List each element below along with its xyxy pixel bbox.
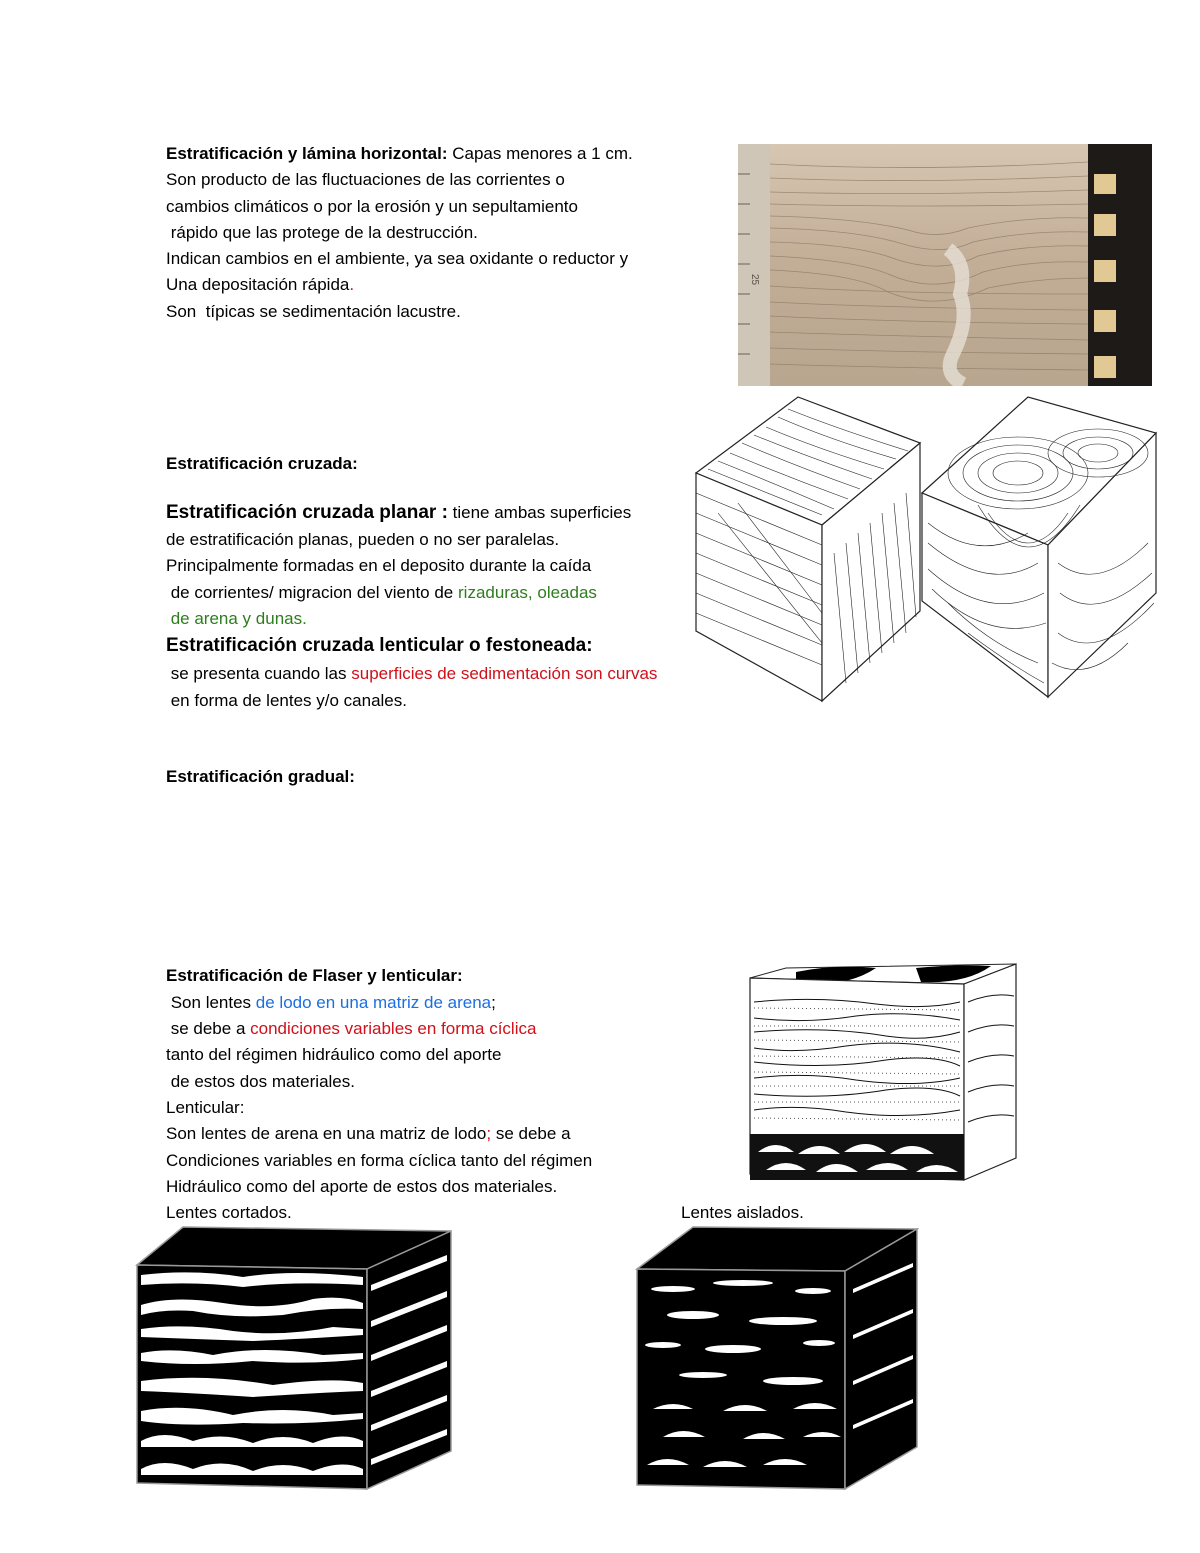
planar-line-1: de estratificación planas, pueden o no ser paralelas. bbox=[166, 530, 560, 549]
horizontal-line-6: Son típicas se sedimentación lacustre. bbox=[166, 302, 461, 321]
flaser-l6-red: ; bbox=[486, 1124, 492, 1143]
flaser-l6-pre: Son lentes de arena en una matriz de lodo bbox=[166, 1124, 487, 1143]
flaser-line-3: tanto del régimen hidráulico como del aporte bbox=[166, 1045, 502, 1064]
flaser-l2-pre: se debe a bbox=[166, 1019, 251, 1038]
flaser-line-5: Lenticular: bbox=[166, 1098, 245, 1117]
planar-heading-line bbox=[166, 500, 631, 526]
flaser-l1-end: ; bbox=[491, 993, 496, 1012]
flaser-line-7: Condiciones variables en forma cíclica tanto del régimen bbox=[166, 1151, 593, 1170]
horizontal-intro: Capas menores a 1 cm. bbox=[447, 144, 633, 163]
cruzada-heading: Estratificación cruzada: bbox=[166, 454, 358, 473]
gradual-heading: Estratificación gradual: bbox=[166, 767, 355, 786]
planar-intro: tiene ambas superficies bbox=[447, 503, 632, 522]
flaser-line-2 bbox=[166, 1016, 536, 1042]
horizontal-line-2: cambios climáticos o por la erosión y un sepultamiento bbox=[166, 197, 578, 216]
horizontal-line-3: rápido que las protege de la destrucción. bbox=[166, 223, 478, 242]
red-period: . bbox=[349, 275, 355, 294]
lentes-aislados-block bbox=[633, 1225, 919, 1491]
lenticular-pre: se presenta cuando las bbox=[166, 664, 352, 683]
photo-scale-number: 25 bbox=[749, 274, 760, 286]
horizontal-heading-line bbox=[166, 141, 633, 167]
horizontal-line-4: Indican cambios en el ambiente, ya sea oxidante o reductor y bbox=[166, 249, 629, 268]
label-lentes-cortados: Lentes cortados. bbox=[166, 1203, 292, 1222]
horizontal-line-5-wrap bbox=[166, 272, 354, 298]
flaser-line-6 bbox=[166, 1121, 571, 1147]
planar-heading: Estratificación cruzada planar : bbox=[166, 502, 448, 523]
cross-bedding-diagram bbox=[688, 393, 1158, 703]
horizontal-line-5: Una depositación rápida bbox=[166, 275, 350, 294]
laminated-sediment-photo bbox=[738, 144, 1152, 386]
horizontal-line-1: Son producto de las fluctuaciones de las corrientes o bbox=[166, 170, 565, 189]
lenticular-line-1 bbox=[166, 661, 657, 687]
lenticular-red: superficies de sedimentación son curvas bbox=[351, 664, 658, 683]
lenticular-line-2: en forma de lentes y/o canales. bbox=[166, 691, 407, 710]
flaser-line-1 bbox=[166, 990, 496, 1016]
planar-green-2: de arena y dunas. bbox=[166, 609, 307, 628]
flaser-l1-blue: de lodo en una matriz de arena bbox=[255, 993, 492, 1012]
horizontal-heading: Estratificación y lámina horizontal: bbox=[166, 144, 448, 163]
trough-block bbox=[922, 397, 1156, 697]
flaser-line-4: de estos dos materiales. bbox=[166, 1072, 355, 1091]
lentes-cortados-block bbox=[133, 1225, 453, 1491]
label-lentes-aislados: Lentes aislados. bbox=[681, 1203, 804, 1222]
flaser-block-diagram bbox=[736, 962, 1036, 1184]
flaser-l6-end: se debe a bbox=[491, 1124, 571, 1143]
flaser-line-8: Hidráulico como del aporte de estos dos materiales. bbox=[166, 1177, 558, 1196]
flaser-heading: Estratificación de Flaser y lenticular: bbox=[166, 966, 463, 985]
planar-line-3-wrap bbox=[166, 580, 597, 606]
planar-line-3: de corrientes/ migracion del viento de bbox=[166, 583, 458, 602]
planar-line-2: Principalmente formadas en el deposito durante la caída bbox=[166, 556, 592, 575]
planar-block bbox=[696, 397, 920, 701]
flaser-l2-red: condiciones variables en forma cíclica bbox=[250, 1019, 537, 1038]
planar-green-1: rizaduras, oleadas bbox=[458, 583, 597, 602]
lenticular-heading: Estratificación cruzada lenticular o festoneada: bbox=[166, 635, 593, 656]
flaser-l1-pre: Son lentes bbox=[166, 993, 256, 1012]
